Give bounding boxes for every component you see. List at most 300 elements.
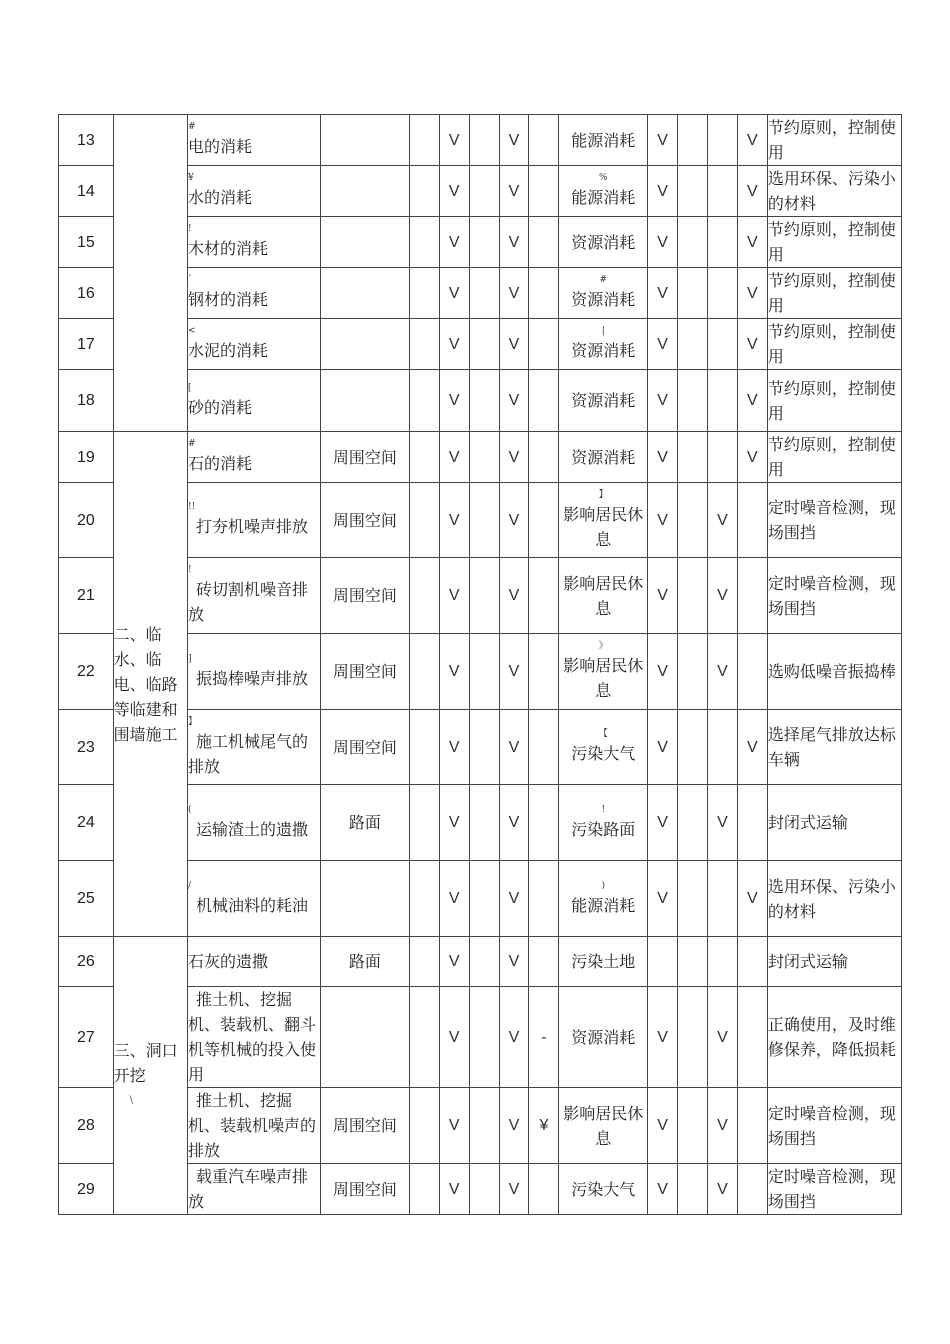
check-cell xyxy=(409,710,439,785)
check-cell: V xyxy=(499,166,529,217)
impact-mark: 】 xyxy=(598,489,608,500)
impact-mark: 》 xyxy=(598,641,608,651)
check-cell xyxy=(469,217,499,268)
impact-text: 污染大气 xyxy=(571,744,636,763)
check-cell xyxy=(529,1164,559,1215)
check-cell xyxy=(409,166,439,217)
check-cell xyxy=(707,710,737,785)
impact-cell xyxy=(559,370,648,432)
check-cell xyxy=(469,987,499,1088)
check-cell: V xyxy=(737,319,767,370)
check-cell xyxy=(707,217,737,268)
impact-mark: ) xyxy=(601,880,606,891)
check-cell xyxy=(529,268,559,319)
row-mark: ` xyxy=(187,275,193,285)
check-cell xyxy=(469,710,499,785)
check-cell xyxy=(409,1088,439,1164)
impact-cell xyxy=(559,268,648,319)
activity-cell xyxy=(187,432,320,483)
check-cell xyxy=(529,319,559,370)
check-cell: V xyxy=(499,987,529,1088)
check-cell xyxy=(409,785,439,861)
check-cell xyxy=(737,1164,767,1215)
impact-cell xyxy=(559,634,648,710)
check-cell: V xyxy=(648,370,678,432)
activity-cell xyxy=(187,268,320,319)
activity-text: 砂的消耗 xyxy=(187,397,252,417)
stage-label: 二、临水、临电、临路等临建和围墙施工 xyxy=(113,624,178,744)
row-mark: ¥ xyxy=(187,173,194,183)
row-number: 13 xyxy=(59,115,114,166)
check-cell xyxy=(529,483,559,558)
check-cell xyxy=(529,432,559,483)
measure-cell: 正确使用，及时维修保养，降低损耗 xyxy=(767,987,901,1088)
impact-mark: # xyxy=(599,275,608,285)
check-cell: V xyxy=(648,268,678,319)
row-mark: < xyxy=(187,326,196,336)
check-cell xyxy=(529,785,559,861)
check-cell xyxy=(409,217,439,268)
activity-cell xyxy=(187,710,320,785)
check-cell xyxy=(409,370,439,432)
check-cell xyxy=(529,710,559,785)
activity-text: 推土机、挖掘机、装载机噪声的排放 xyxy=(187,1091,316,1160)
measure-cell: 节约原则，控制使用 xyxy=(767,115,901,166)
activity-text: 机械油料的耗油 xyxy=(195,895,308,915)
check-cell: V xyxy=(648,115,678,166)
check-cell: V xyxy=(707,1088,737,1164)
check-cell xyxy=(409,558,439,634)
check-cell: V xyxy=(648,166,678,217)
check-cell: V xyxy=(499,1164,529,1215)
impact-cell xyxy=(559,217,648,268)
table-row xyxy=(59,432,902,483)
check-cell: V xyxy=(439,166,469,217)
check-cell xyxy=(529,861,559,937)
scope-cell: 周围空间 xyxy=(321,558,410,634)
measure-cell: 节约原则，控制使用 xyxy=(767,268,901,319)
measure-cell: 节约原则，控制使用 xyxy=(767,217,901,268)
check-cell xyxy=(737,937,767,987)
stage-cell-blank xyxy=(113,115,187,432)
activity-cell xyxy=(187,319,320,370)
measure-cell: 选择尾气排放达标车辆 xyxy=(767,710,901,785)
check-cell xyxy=(737,558,767,634)
check-cell xyxy=(409,987,439,1088)
activity-text: 电的消耗 xyxy=(187,137,252,156)
check-cell xyxy=(469,483,499,558)
impact-mark: % xyxy=(598,173,608,183)
scope-cell xyxy=(321,166,410,217)
impact-cell xyxy=(559,987,648,1088)
activity-cell xyxy=(187,937,320,987)
check-cell xyxy=(737,483,767,558)
check-cell: V xyxy=(499,370,529,432)
check-cell xyxy=(469,370,499,432)
check-cell: V xyxy=(648,1088,678,1164)
check-cell xyxy=(529,558,559,634)
scope-cell: 周围空间 xyxy=(321,1164,410,1215)
activity-cell xyxy=(187,987,320,1088)
check-cell xyxy=(678,166,708,217)
check-cell xyxy=(469,432,499,483)
check-cell xyxy=(678,785,708,861)
check-cell: V xyxy=(648,319,678,370)
check-cell xyxy=(529,166,559,217)
check-cell xyxy=(469,861,499,937)
row-number: 17 xyxy=(59,319,114,370)
activity-cell xyxy=(187,370,320,432)
check-cell: V xyxy=(648,217,678,268)
row-mark: / xyxy=(187,880,191,891)
check-cell: V xyxy=(439,370,469,432)
scope-cell: 周围空间 xyxy=(321,432,410,483)
check-cell xyxy=(409,268,439,319)
check-cell xyxy=(737,634,767,710)
check-cell: V xyxy=(737,115,767,166)
impact-cell xyxy=(559,1164,648,1215)
activity-text: 打夯机噪声排放 xyxy=(195,517,308,536)
check-cell xyxy=(529,634,559,710)
check-cell xyxy=(737,987,767,1088)
measure-cell: 封闭式运输 xyxy=(767,785,901,861)
measure-cell: 定时噪音检测，现场围挡 xyxy=(767,1164,901,1215)
impact-text: 能源消耗 xyxy=(571,188,636,207)
activity-text: 钢材的消耗 xyxy=(187,290,268,309)
check-cell xyxy=(529,115,559,166)
check-cell xyxy=(737,785,767,861)
impact-mark: ! xyxy=(601,804,606,815)
check-cell xyxy=(469,1164,499,1215)
row-number: 23 xyxy=(59,710,114,785)
table-row xyxy=(59,115,902,166)
row-number: 24 xyxy=(59,785,114,861)
scope-cell: 路面 xyxy=(321,785,410,861)
check-cell: V xyxy=(499,1088,529,1164)
scope-cell: 周围空间 xyxy=(321,710,410,785)
check-cell xyxy=(678,1088,708,1164)
scope-cell xyxy=(321,987,410,1088)
table-row xyxy=(59,937,902,987)
check-cell xyxy=(469,1088,499,1164)
check-cell xyxy=(409,432,439,483)
check-cell xyxy=(678,432,708,483)
check-cell xyxy=(707,268,737,319)
impact-text: 污染路面 xyxy=(571,819,636,839)
check-cell: V xyxy=(707,987,737,1088)
activity-text: 载重汽车噪声排放 xyxy=(187,1167,308,1211)
check-cell: ¥ xyxy=(529,1088,559,1164)
check-cell: V xyxy=(439,710,469,785)
check-cell xyxy=(678,483,708,558)
impact-cell xyxy=(559,861,648,937)
check-cell: V xyxy=(648,558,678,634)
activity-text: 石灰的遗撒 xyxy=(187,952,268,971)
check-cell xyxy=(678,558,708,634)
check-cell xyxy=(469,166,499,217)
scope-cell: 周围空间 xyxy=(321,1088,410,1164)
row-number: 29 xyxy=(59,1164,114,1215)
check-cell xyxy=(678,115,708,166)
measure-cell: 节约原则，控制使用 xyxy=(767,370,901,432)
check-cell xyxy=(409,483,439,558)
measure-cell: 节约原则，控制使用 xyxy=(767,319,901,370)
row-mark: ! xyxy=(187,224,192,234)
impact-cell xyxy=(559,432,648,483)
check-cell xyxy=(409,1164,439,1215)
check-cell xyxy=(469,937,499,987)
check-cell: V xyxy=(439,432,469,483)
activity-text: 推土机、挖掘机、装载机、翻斗机等机械的投入使用 xyxy=(187,990,316,1084)
row-number: 26 xyxy=(59,937,114,987)
row-number: 28 xyxy=(59,1088,114,1164)
check-cell: V xyxy=(648,1164,678,1215)
check-cell: V xyxy=(648,483,678,558)
check-cell xyxy=(707,115,737,166)
check-cell: V xyxy=(499,710,529,785)
check-cell xyxy=(409,115,439,166)
measure-cell: 封闭式运输 xyxy=(767,937,901,987)
check-cell: V xyxy=(439,1088,469,1164)
impact-cell xyxy=(559,785,648,861)
activity-text: 木材的消耗 xyxy=(187,239,268,258)
check-cell: V xyxy=(707,634,737,710)
check-cell xyxy=(469,319,499,370)
measure-cell: 定时噪音检测，现场围挡 xyxy=(767,1088,901,1164)
check-cell xyxy=(529,217,559,268)
check-cell xyxy=(409,634,439,710)
activity-text: 砖切割机噪音排放 xyxy=(187,580,308,624)
check-cell xyxy=(409,937,439,987)
row-mark: ! xyxy=(187,565,192,575)
row-number: 19 xyxy=(59,432,114,483)
check-cell: V xyxy=(737,370,767,432)
check-cell xyxy=(707,319,737,370)
activity-text: 水的消耗 xyxy=(187,188,252,207)
stage-label: 三、洞口开挖 xyxy=(113,1041,178,1085)
check-cell xyxy=(469,115,499,166)
environment-factor-table xyxy=(58,114,902,1215)
activity-text: 运输渣土的遗撒 xyxy=(195,819,308,839)
activity-cell xyxy=(187,1088,320,1164)
impact-text: 污染大气 xyxy=(571,1179,636,1199)
check-cell: V xyxy=(499,785,529,861)
activity-cell xyxy=(187,115,320,166)
impact-text: 污染土地 xyxy=(571,952,636,971)
measure-cell: 选用环保、污染小的材料 xyxy=(767,861,901,937)
row-mark: ( xyxy=(187,804,192,815)
row-number: 16 xyxy=(59,268,114,319)
impact-text: 资源消耗 xyxy=(571,391,636,410)
check-cell: V xyxy=(439,319,469,370)
check-cell: V xyxy=(707,558,737,634)
activity-cell xyxy=(187,217,320,268)
activity-cell xyxy=(187,166,320,217)
check-cell: V xyxy=(439,937,469,987)
check-cell: V xyxy=(707,785,737,861)
check-cell xyxy=(678,987,708,1088)
row-number: 21 xyxy=(59,558,114,634)
check-cell: V xyxy=(499,558,529,634)
check-cell: V xyxy=(707,1164,737,1215)
check-cell: V xyxy=(648,987,678,1088)
check-cell xyxy=(707,432,737,483)
check-cell xyxy=(409,319,439,370)
impact-text: 资源消耗 xyxy=(571,447,636,467)
impact-cell xyxy=(559,166,648,217)
scope-cell xyxy=(321,861,410,937)
check-cell: V xyxy=(499,432,529,483)
impact-cell xyxy=(559,483,648,558)
check-cell: V xyxy=(439,861,469,937)
impact-cell xyxy=(559,115,648,166)
check-cell: V xyxy=(648,710,678,785)
check-cell: V xyxy=(499,483,529,558)
activity-text: 水泥的消耗 xyxy=(187,341,268,360)
stage-cell xyxy=(113,432,187,937)
activity-cell xyxy=(187,558,320,634)
check-cell: V xyxy=(439,483,469,558)
check-cell: V xyxy=(707,483,737,558)
activity-text: 施工机械尾气的排放 xyxy=(187,731,308,776)
row-number: 18 xyxy=(59,370,114,432)
check-cell xyxy=(707,861,737,937)
row-mark: # xyxy=(187,122,196,132)
check-cell: V xyxy=(439,634,469,710)
check-cell: V xyxy=(439,558,469,634)
row-number: 22 xyxy=(59,634,114,710)
check-cell xyxy=(469,785,499,861)
impact-text: 能源消耗 xyxy=(571,895,636,915)
activity-text: 石的消耗 xyxy=(187,454,252,473)
check-cell: V xyxy=(499,115,529,166)
check-cell: V xyxy=(737,268,767,319)
check-cell: V xyxy=(499,634,529,710)
scope-cell: 周围空间 xyxy=(321,483,410,558)
activity-text: 振捣棒噪声排放 xyxy=(195,668,308,688)
row-mark: 】 xyxy=(187,716,197,727)
check-cell xyxy=(409,861,439,937)
impact-cell xyxy=(559,710,648,785)
check-cell xyxy=(678,861,708,937)
activity-cell xyxy=(187,483,320,558)
impact-text: 资源消耗 xyxy=(571,1027,636,1047)
impact-text: 资源消耗 xyxy=(571,341,636,360)
measure-cell: 节约原则，控制使用 xyxy=(767,432,901,483)
check-cell: V xyxy=(737,432,767,483)
table-body xyxy=(59,115,902,1215)
measure-cell: 选购低噪音振捣棒 xyxy=(767,634,901,710)
activity-cell xyxy=(187,785,320,861)
check-cell xyxy=(678,937,708,987)
row-number: 14 xyxy=(59,166,114,217)
scope-cell: 周围空间 xyxy=(321,634,410,710)
check-cell: - xyxy=(529,987,559,1088)
check-cell: V xyxy=(737,861,767,937)
check-cell: V xyxy=(648,432,678,483)
stage-cell xyxy=(113,937,187,1215)
impact-text: 能源消耗 xyxy=(571,130,636,150)
scope-cell xyxy=(321,115,410,166)
impact-text: 影响居民休息 xyxy=(563,656,644,700)
check-cell: V xyxy=(648,785,678,861)
check-cell: V xyxy=(439,217,469,268)
activity-cell xyxy=(187,634,320,710)
check-cell: V xyxy=(737,710,767,785)
row-number: 15 xyxy=(59,217,114,268)
check-cell xyxy=(678,268,708,319)
check-cell xyxy=(469,268,499,319)
impact-text: 资源消耗 xyxy=(571,290,636,309)
check-cell xyxy=(469,558,499,634)
scope-cell xyxy=(321,370,410,432)
impact-cell xyxy=(559,319,648,370)
stage-mark: \ xyxy=(129,1095,134,1106)
check-cell: V xyxy=(648,634,678,710)
measure-cell: 选用环保、污染小的材料 xyxy=(767,166,901,217)
check-cell xyxy=(529,370,559,432)
check-cell: V xyxy=(499,861,529,937)
row-number: 20 xyxy=(59,483,114,558)
scope-cell xyxy=(321,217,410,268)
scope-cell xyxy=(321,268,410,319)
check-cell: V xyxy=(648,861,678,937)
check-cell xyxy=(678,1164,708,1215)
impact-mark: | xyxy=(601,326,605,336)
check-cell: V xyxy=(499,937,529,987)
check-cell: V xyxy=(439,785,469,861)
row-mark: [ xyxy=(187,382,192,393)
check-cell xyxy=(469,634,499,710)
check-cell: V xyxy=(737,166,767,217)
impact-cell xyxy=(559,558,648,634)
row-number: 25 xyxy=(59,861,114,937)
check-cell: V xyxy=(737,217,767,268)
measure-cell: 定时噪音检测，现场围挡 xyxy=(767,483,901,558)
impact-text: 影响居民休息 xyxy=(563,504,644,549)
impact-mark: 【 xyxy=(598,729,608,739)
check-cell xyxy=(707,937,737,987)
row-mark: !! xyxy=(187,502,196,512)
check-cell: V xyxy=(439,1164,469,1215)
check-cell xyxy=(707,166,737,217)
check-cell: V xyxy=(439,115,469,166)
check-cell xyxy=(529,937,559,987)
check-cell xyxy=(678,217,708,268)
check-cell: V xyxy=(499,217,529,268)
check-cell xyxy=(648,937,678,987)
impact-text: 资源消耗 xyxy=(571,232,636,252)
check-cell: V xyxy=(499,319,529,370)
activity-cell xyxy=(187,861,320,937)
impact-cell xyxy=(559,937,648,987)
row-mark: # xyxy=(187,439,196,449)
check-cell xyxy=(737,1088,767,1164)
measure-cell: 定时噪音检测，现场围挡 xyxy=(767,558,901,634)
impact-text: 影响居民休息 xyxy=(563,1103,644,1148)
check-cell xyxy=(707,370,737,432)
row-mark: ] xyxy=(187,653,192,664)
check-cell: V xyxy=(439,268,469,319)
check-cell xyxy=(678,370,708,432)
check-cell xyxy=(678,634,708,710)
impact-text: 影响居民休息 xyxy=(563,573,644,618)
check-cell: V xyxy=(439,987,469,1088)
check-cell xyxy=(678,710,708,785)
activity-cell xyxy=(187,1164,320,1215)
check-cell: V xyxy=(499,268,529,319)
impact-cell xyxy=(559,1088,648,1164)
